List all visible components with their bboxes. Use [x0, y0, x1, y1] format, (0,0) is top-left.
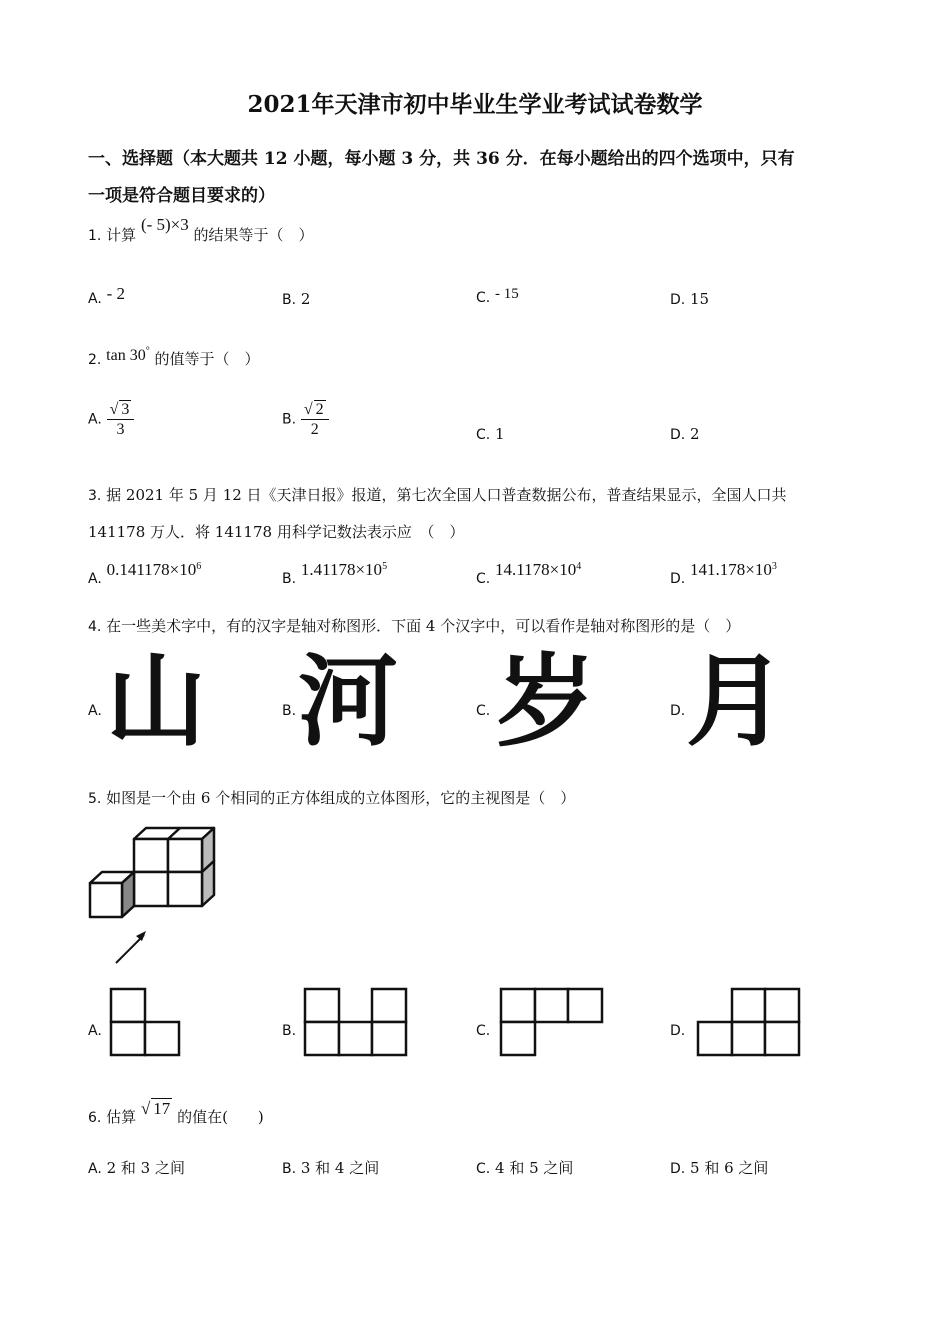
question-3-line2: 141178 万人．将 141178 用科学记数法表示应 （ ）	[88, 523, 465, 541]
q5-option-b-view	[302, 986, 410, 1058]
q2-option-b[interactable]: B. $\frac{√ 2}{2}$	[282, 400, 329, 439]
front-face	[168, 839, 202, 872]
question-number: 6.	[88, 1110, 102, 1126]
math-expression: tan 30°	[106, 345, 150, 364]
q6-option-c[interactable]: C. 4 和 5 之间	[476, 1159, 574, 1177]
arrow-head	[136, 931, 146, 941]
question-2	[88, 345, 260, 369]
q5-option-a-letter[interactable]: A.	[88, 1023, 102, 1039]
q3-option-d[interactable]: D. $141.178\times 10^3$	[670, 560, 777, 587]
question-text: 如图是一个由 6 个相同的正方体组成的立体图形，它的主视图是（ ）	[106, 789, 576, 807]
question-text: 据 2021 年 5 月 12 日《天津日报》报道，第七次全国人口普查数据公布，普查结果显示，全国人口共	[106, 486, 787, 504]
q3-option-b[interactable]: B. $1.41178\times 10^5$	[282, 560, 388, 587]
question-text-pre: 计算	[106, 226, 137, 244]
question-number: 2.	[88, 352, 102, 368]
question-1	[88, 215, 314, 245]
q1-option-d[interactable]: D. 15	[670, 290, 710, 308]
question-number: 3.	[88, 488, 102, 504]
q5-option-a-view	[108, 986, 183, 1058]
section-header-line2: 一项是符合题目要求的）	[88, 186, 275, 206]
q2-option-a[interactable]: A. $\frac{√ 3}{3}$	[88, 400, 134, 439]
question-4	[88, 615, 740, 636]
question-text-post: 的值在( )	[177, 1108, 264, 1126]
q4-option-b-char: 河	[298, 643, 398, 760]
q5-option-d-letter[interactable]: D.	[670, 1023, 686, 1039]
q2-option-c[interactable]: C. 1	[476, 425, 505, 443]
q4-option-c-char: 岁	[496, 643, 596, 760]
exam-title: 2021年天津市初中毕业生学业考试试卷数学	[247, 91, 703, 118]
q5-option-d-view	[695, 986, 803, 1058]
cube-stack-figure	[86, 825, 221, 970]
question-text-pre: 估算	[106, 1108, 137, 1126]
q6-option-d[interactable]: D. 5 和 6 之间	[670, 1159, 769, 1177]
q1-option-a[interactable]: A. - 2	[88, 284, 125, 307]
q3-option-a[interactable]: A. $0.141178\times 10^6$	[88, 560, 202, 587]
front-face	[90, 883, 122, 917]
math-sqrt: √ 17	[140, 1099, 171, 1118]
q4-option-b-letter[interactable]: B.	[282, 703, 297, 719]
fraction: $\frac{√ 2}{2}$	[301, 400, 329, 439]
view-arrow	[116, 935, 144, 963]
q5-option-c-view	[498, 986, 606, 1058]
question-text-post: 的结果等于（ ）	[193, 226, 314, 244]
q1-option-c[interactable]: C. - 15	[476, 286, 519, 306]
question-6	[88, 1099, 264, 1127]
q3-option-c[interactable]: C. $14.1178\times 10^4$	[476, 560, 582, 587]
question-5	[88, 787, 575, 808]
question-text-post: 的值等于（ ）	[154, 350, 260, 368]
q4-option-a-char: 山	[106, 643, 206, 760]
section-header-line1: 一、选择题（本大题共 12 小题，每小题 3 分，共 36 分．在每小题给出的四个选项中，只有	[88, 149, 795, 169]
q5-option-c-letter[interactable]: C.	[476, 1023, 491, 1039]
q5-option-b-letter[interactable]: B.	[282, 1023, 297, 1039]
q2-option-d[interactable]: D. 2	[670, 425, 700, 443]
question-text: 在一些美术字中，有的汉字是轴对称图形．下面 4 个汉字中，可以看作是轴对称图形的是（ ）	[106, 617, 741, 635]
math-expression: (- 5)×3	[140, 215, 189, 234]
q1-option-b[interactable]: B. 2	[282, 290, 311, 308]
question-number: 4.	[88, 619, 102, 635]
q4-option-d-letter[interactable]: D.	[670, 703, 686, 719]
question-number: 5.	[88, 791, 102, 807]
q4-option-d-char: 月	[686, 643, 786, 760]
front-face	[134, 839, 168, 872]
question-3-line1	[88, 484, 787, 505]
q6-option-a[interactable]: A. 2 和 3 之间	[88, 1159, 185, 1177]
fraction: $\frac{√ 3}{3}$	[107, 400, 135, 439]
q6-option-b[interactable]: B. 3 和 4 之间	[282, 1159, 380, 1177]
q4-option-a-letter[interactable]: A.	[88, 703, 102, 719]
q4-option-c-letter[interactable]: C.	[476, 703, 491, 719]
front-face	[168, 872, 202, 906]
question-number: 1.	[88, 228, 102, 244]
front-face	[134, 872, 168, 906]
